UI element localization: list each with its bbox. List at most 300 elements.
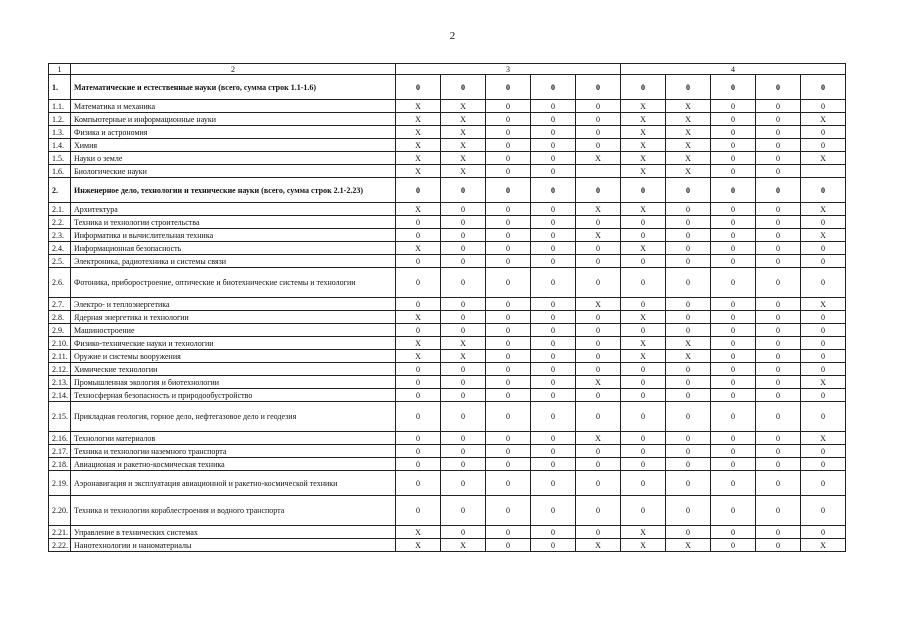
value-cell: 0: [711, 350, 756, 363]
value-cell: X: [621, 539, 666, 552]
value-cell: X: [621, 139, 666, 152]
value-cell: 0: [621, 389, 666, 402]
value-cell: 0: [621, 298, 666, 311]
value-cell: X: [576, 203, 621, 216]
value-cell: 0: [801, 471, 846, 496]
value-cell: 0: [486, 402, 531, 432]
value-cell: 0: [486, 255, 531, 268]
table-row: [49, 178, 846, 203]
value-cell: 0: [711, 298, 756, 311]
table-row: [49, 350, 846, 363]
value-cell: X: [801, 539, 846, 552]
value-cell: 0: [531, 350, 576, 363]
row-name: Информатика и вычислительная техника: [71, 229, 396, 242]
value-cell: 0: [621, 268, 666, 298]
value-cell: X: [396, 203, 441, 216]
value-cell: X: [396, 113, 441, 126]
value-cell: 0: [711, 139, 756, 152]
value-cell: 0: [531, 268, 576, 298]
value-cell: X: [396, 242, 441, 255]
value-cell: 0: [711, 324, 756, 337]
table-row: [49, 268, 846, 298]
value-cell: 0: [486, 178, 531, 203]
value-cell: 0: [756, 445, 801, 458]
value-cell: X: [396, 311, 441, 324]
value-cell: 0: [666, 178, 711, 203]
value-cell: 0: [666, 376, 711, 389]
value-cell: X: [441, 337, 486, 350]
header-col-1: 1: [49, 64, 71, 75]
table-row: [49, 363, 846, 376]
row-number: 2.21.: [49, 526, 71, 539]
value-cell: 0: [486, 458, 531, 471]
value-cell: 0: [666, 311, 711, 324]
row-number: 1.6.: [49, 165, 71, 178]
value-cell: 0: [711, 337, 756, 350]
row-name: Математика и механика: [71, 100, 396, 113]
table-row: [49, 389, 846, 402]
value-cell: 0: [486, 432, 531, 445]
row-name: Фотоника, приборостроение, оптические и биотехнические системы и технологии: [71, 268, 396, 298]
value-cell: 0: [621, 216, 666, 229]
row-name: Химия: [71, 139, 396, 152]
value-cell: 0: [441, 203, 486, 216]
value-cell: X: [621, 526, 666, 539]
value-cell: 0: [711, 178, 756, 203]
value-cell: 0: [576, 496, 621, 526]
value-cell: 0: [711, 526, 756, 539]
value-cell: 0: [531, 526, 576, 539]
value-cell: 0: [666, 203, 711, 216]
row-number: 2.20.: [49, 496, 71, 526]
value-cell: 0: [666, 268, 711, 298]
row-name: Электроника, радиотехника и системы связи: [71, 255, 396, 268]
row-number: 2.13.: [49, 376, 71, 389]
value-cell: 0: [801, 496, 846, 526]
table-row: [49, 255, 846, 268]
table-row: [49, 432, 846, 445]
value-cell: X: [666, 337, 711, 350]
table-row: [49, 526, 846, 539]
value-cell: 0: [576, 526, 621, 539]
value-cell: 0: [441, 402, 486, 432]
value-cell: 0: [801, 242, 846, 255]
header-col-4: 4: [621, 64, 846, 75]
value-cell: X: [621, 242, 666, 255]
row-number: 1.4.: [49, 139, 71, 152]
value-cell: [801, 165, 846, 178]
row-name: Техника и технологии наземного транспорта: [71, 445, 396, 458]
row-name: Компьютерные и информационные науки: [71, 113, 396, 126]
value-cell: 0: [621, 75, 666, 100]
row-number: 1.1.: [49, 100, 71, 113]
value-cell: 0: [711, 496, 756, 526]
table-row: [49, 445, 846, 458]
value-cell: 0: [711, 389, 756, 402]
value-cell: 0: [756, 268, 801, 298]
row-name: Архитектура: [71, 203, 396, 216]
value-cell: 0: [441, 432, 486, 445]
value-cell: 0: [711, 268, 756, 298]
value-cell: 0: [576, 458, 621, 471]
value-cell: X: [666, 139, 711, 152]
value-cell: 0: [396, 255, 441, 268]
value-cell: 0: [486, 389, 531, 402]
value-cell: X: [396, 165, 441, 178]
table-row: [49, 402, 846, 432]
value-cell: X: [396, 100, 441, 113]
table-row: [49, 471, 846, 496]
value-cell: 0: [441, 255, 486, 268]
value-cell: 0: [531, 471, 576, 496]
value-cell: 0: [666, 389, 711, 402]
value-cell: X: [801, 203, 846, 216]
row-number: 2.14.: [49, 389, 71, 402]
value-cell: 0: [486, 445, 531, 458]
value-cell: 0: [486, 539, 531, 552]
page-number: 2: [449, 30, 456, 42]
value-cell: 0: [756, 216, 801, 229]
row-name: Прикладная геология, горное дело, нефтегазовое дело и геодезия: [71, 402, 396, 432]
value-cell: 0: [486, 496, 531, 526]
value-cell: 0: [756, 496, 801, 526]
value-cell: 0: [576, 268, 621, 298]
value-cell: 0: [711, 402, 756, 432]
value-cell: 0: [441, 389, 486, 402]
row-name: Машиностроение: [71, 324, 396, 337]
value-cell: 0: [621, 363, 666, 376]
value-cell: 0: [711, 242, 756, 255]
data-table: [48, 63, 846, 552]
value-cell: X: [396, 539, 441, 552]
value-cell: 0: [801, 402, 846, 432]
value-cell: 0: [486, 298, 531, 311]
value-cell: 0: [756, 298, 801, 311]
value-cell: 0: [756, 165, 801, 178]
value-cell: X: [441, 100, 486, 113]
value-cell: 0: [576, 178, 621, 203]
table-row: [49, 152, 846, 165]
value-cell: 0: [531, 113, 576, 126]
row-name: Науки о земле: [71, 152, 396, 165]
value-cell: 0: [396, 432, 441, 445]
value-cell: 0: [666, 363, 711, 376]
row-name: Управление в технических системах: [71, 526, 396, 539]
value-cell: 0: [711, 311, 756, 324]
value-cell: 0: [756, 126, 801, 139]
value-cell: 0: [756, 350, 801, 363]
value-cell: [576, 165, 621, 178]
row-name: Электро- и теплоэнергетика: [71, 298, 396, 311]
value-cell: 0: [666, 75, 711, 100]
value-cell: 0: [531, 203, 576, 216]
value-cell: X: [441, 113, 486, 126]
value-cell: 0: [531, 178, 576, 203]
value-cell: 0: [756, 139, 801, 152]
value-cell: 0: [531, 100, 576, 113]
value-cell: 0: [576, 337, 621, 350]
value-cell: 0: [576, 126, 621, 139]
value-cell: 0: [441, 376, 486, 389]
value-cell: 0: [711, 203, 756, 216]
row-number: 2.2.: [49, 216, 71, 229]
table-row: [49, 126, 846, 139]
table-row: [49, 203, 846, 216]
table-row: [49, 216, 846, 229]
value-cell: 0: [711, 126, 756, 139]
value-cell: 0: [396, 75, 441, 100]
row-number: 2.5.: [49, 255, 71, 268]
value-cell: 0: [711, 113, 756, 126]
table-row: [49, 100, 846, 113]
table-row: [49, 337, 846, 350]
value-cell: X: [801, 432, 846, 445]
value-cell: 0: [441, 445, 486, 458]
row-number: 2.9.: [49, 324, 71, 337]
value-cell: X: [801, 376, 846, 389]
value-cell: 0: [711, 471, 756, 496]
row-name: Математические и естественные науки (всего, сумма строк 1.1-1.6): [71, 75, 396, 100]
value-cell: 0: [621, 496, 666, 526]
value-cell: 0: [801, 139, 846, 152]
value-cell: 0: [441, 311, 486, 324]
value-cell: 0: [396, 402, 441, 432]
value-cell: 0: [756, 389, 801, 402]
value-cell: 0: [801, 389, 846, 402]
value-cell: 0: [756, 229, 801, 242]
value-cell: 0: [666, 526, 711, 539]
value-cell: 0: [531, 389, 576, 402]
value-cell: 0: [711, 432, 756, 445]
value-cell: 0: [711, 363, 756, 376]
value-cell: 0: [531, 229, 576, 242]
row-number: 2.15.: [49, 402, 71, 432]
value-cell: 0: [666, 471, 711, 496]
row-name: Авиационая и ракетно-космическая техника: [71, 458, 396, 471]
row-number: 2.1.: [49, 203, 71, 216]
value-cell: 0: [576, 75, 621, 100]
value-cell: 0: [486, 165, 531, 178]
value-cell: 0: [486, 242, 531, 255]
value-cell: 0: [801, 324, 846, 337]
value-cell: 0: [576, 311, 621, 324]
value-cell: X: [576, 432, 621, 445]
value-cell: 0: [756, 363, 801, 376]
row-number: 1.: [49, 75, 71, 100]
value-cell: 0: [531, 298, 576, 311]
value-cell: 0: [711, 75, 756, 100]
value-cell: 0: [666, 216, 711, 229]
row-number: 2.12.: [49, 363, 71, 376]
value-cell: X: [621, 311, 666, 324]
value-cell: X: [666, 165, 711, 178]
row-name: Аэронавигация и эксплуатация авиационной и ракетно-космической техники: [71, 471, 396, 496]
value-cell: 0: [801, 216, 846, 229]
value-cell: 0: [801, 445, 846, 458]
table-row: [49, 496, 846, 526]
value-cell: 0: [441, 324, 486, 337]
table-row: [49, 298, 846, 311]
row-name: Химические технологии: [71, 363, 396, 376]
value-cell: X: [801, 298, 846, 311]
value-cell: 0: [711, 216, 756, 229]
value-cell: 0: [486, 152, 531, 165]
value-cell: 0: [486, 203, 531, 216]
value-cell: X: [666, 539, 711, 552]
value-cell: 0: [666, 242, 711, 255]
value-cell: 0: [576, 363, 621, 376]
value-cell: 0: [576, 324, 621, 337]
value-cell: 0: [441, 268, 486, 298]
value-cell: X: [666, 350, 711, 363]
value-cell: X: [441, 350, 486, 363]
value-cell: X: [801, 229, 846, 242]
value-cell: 0: [531, 363, 576, 376]
value-cell: X: [621, 337, 666, 350]
table-row: [49, 311, 846, 324]
value-cell: 0: [576, 445, 621, 458]
value-cell: 0: [531, 75, 576, 100]
value-cell: 0: [531, 126, 576, 139]
value-cell: 0: [396, 376, 441, 389]
row-name: Техносферная безопасность и природообустройство: [71, 389, 396, 402]
row-name: Биологические науки: [71, 165, 396, 178]
value-cell: 0: [576, 242, 621, 255]
value-cell: 0: [531, 242, 576, 255]
value-cell: 0: [576, 402, 621, 432]
value-cell: 0: [486, 75, 531, 100]
value-cell: X: [396, 337, 441, 350]
value-cell: X: [621, 350, 666, 363]
table-row: [49, 376, 846, 389]
value-cell: 0: [621, 432, 666, 445]
value-cell: X: [396, 126, 441, 139]
value-cell: 0: [441, 363, 486, 376]
value-cell: 0: [441, 526, 486, 539]
value-cell: 0: [441, 496, 486, 526]
value-cell: 0: [756, 100, 801, 113]
value-cell: 0: [441, 216, 486, 229]
value-cell: 0: [486, 350, 531, 363]
value-cell: 0: [801, 178, 846, 203]
value-cell: 0: [756, 242, 801, 255]
value-cell: 0: [486, 376, 531, 389]
table-row: [49, 458, 846, 471]
value-cell: X: [396, 350, 441, 363]
value-cell: 0: [396, 298, 441, 311]
value-cell: X: [801, 113, 846, 126]
row-number: 2.3.: [49, 229, 71, 242]
value-cell: 0: [396, 471, 441, 496]
table-row: [49, 113, 846, 126]
value-cell: 0: [801, 311, 846, 324]
value-cell: 0: [756, 178, 801, 203]
value-cell: X: [396, 152, 441, 165]
value-cell: 0: [396, 178, 441, 203]
value-cell: 0: [441, 471, 486, 496]
value-cell: 0: [801, 126, 846, 139]
value-cell: 0: [576, 113, 621, 126]
value-cell: 0: [666, 432, 711, 445]
value-cell: 0: [756, 432, 801, 445]
value-cell: 0: [621, 178, 666, 203]
value-cell: 0: [711, 255, 756, 268]
value-cell: X: [576, 152, 621, 165]
table-row: [49, 229, 846, 242]
value-cell: 0: [801, 526, 846, 539]
row-number: 2.22.: [49, 539, 71, 552]
value-cell: 0: [576, 471, 621, 496]
value-cell: 0: [486, 126, 531, 139]
value-cell: X: [576, 298, 621, 311]
value-cell: 0: [396, 229, 441, 242]
value-cell: 0: [441, 242, 486, 255]
table-row: [49, 324, 846, 337]
value-cell: 0: [531, 311, 576, 324]
value-cell: X: [441, 126, 486, 139]
value-cell: 0: [666, 298, 711, 311]
value-cell: 0: [756, 152, 801, 165]
value-cell: 0: [576, 216, 621, 229]
row-name: Ядерная энергетика и технологии: [71, 311, 396, 324]
value-cell: 0: [531, 539, 576, 552]
header-row: [49, 64, 846, 75]
row-number: 2.: [49, 178, 71, 203]
value-cell: 0: [711, 445, 756, 458]
value-cell: 0: [396, 389, 441, 402]
value-cell: X: [666, 113, 711, 126]
table-row: [49, 539, 846, 552]
value-cell: X: [621, 113, 666, 126]
value-cell: X: [621, 100, 666, 113]
row-name: Инженерное дело, технологии и технические науки (всего, сумма строк 2.1-2.23): [71, 178, 396, 203]
value-cell: 0: [801, 363, 846, 376]
value-cell: 0: [621, 458, 666, 471]
value-cell: 0: [486, 216, 531, 229]
value-cell: 0: [756, 324, 801, 337]
value-cell: 0: [531, 324, 576, 337]
value-cell: 0: [801, 100, 846, 113]
value-cell: 0: [756, 311, 801, 324]
row-name: Техника и технологии кораблестроения и водного транспорта: [71, 496, 396, 526]
header-col-3: 3: [396, 64, 621, 75]
value-cell: 0: [666, 458, 711, 471]
row-number: 1.2.: [49, 113, 71, 126]
value-cell: 0: [666, 496, 711, 526]
row-number: 2.19.: [49, 471, 71, 496]
row-name: Техника и технологии строительства: [71, 216, 396, 229]
value-cell: 0: [486, 471, 531, 496]
row-name: Технологии материалов: [71, 432, 396, 445]
value-cell: 0: [756, 402, 801, 432]
row-name: Информационная безопасность: [71, 242, 396, 255]
value-cell: 0: [486, 100, 531, 113]
value-cell: 0: [486, 268, 531, 298]
value-cell: 0: [531, 216, 576, 229]
value-cell: X: [396, 139, 441, 152]
value-cell: 0: [756, 337, 801, 350]
value-cell: X: [801, 152, 846, 165]
value-cell: 0: [801, 255, 846, 268]
value-cell: 0: [531, 376, 576, 389]
value-cell: X: [666, 152, 711, 165]
table-row: [49, 165, 846, 178]
value-cell: X: [621, 165, 666, 178]
value-cell: 0: [711, 152, 756, 165]
value-cell: 0: [396, 496, 441, 526]
row-name: Нанотехнологии и наноматериалы: [71, 539, 396, 552]
value-cell: 0: [576, 350, 621, 363]
